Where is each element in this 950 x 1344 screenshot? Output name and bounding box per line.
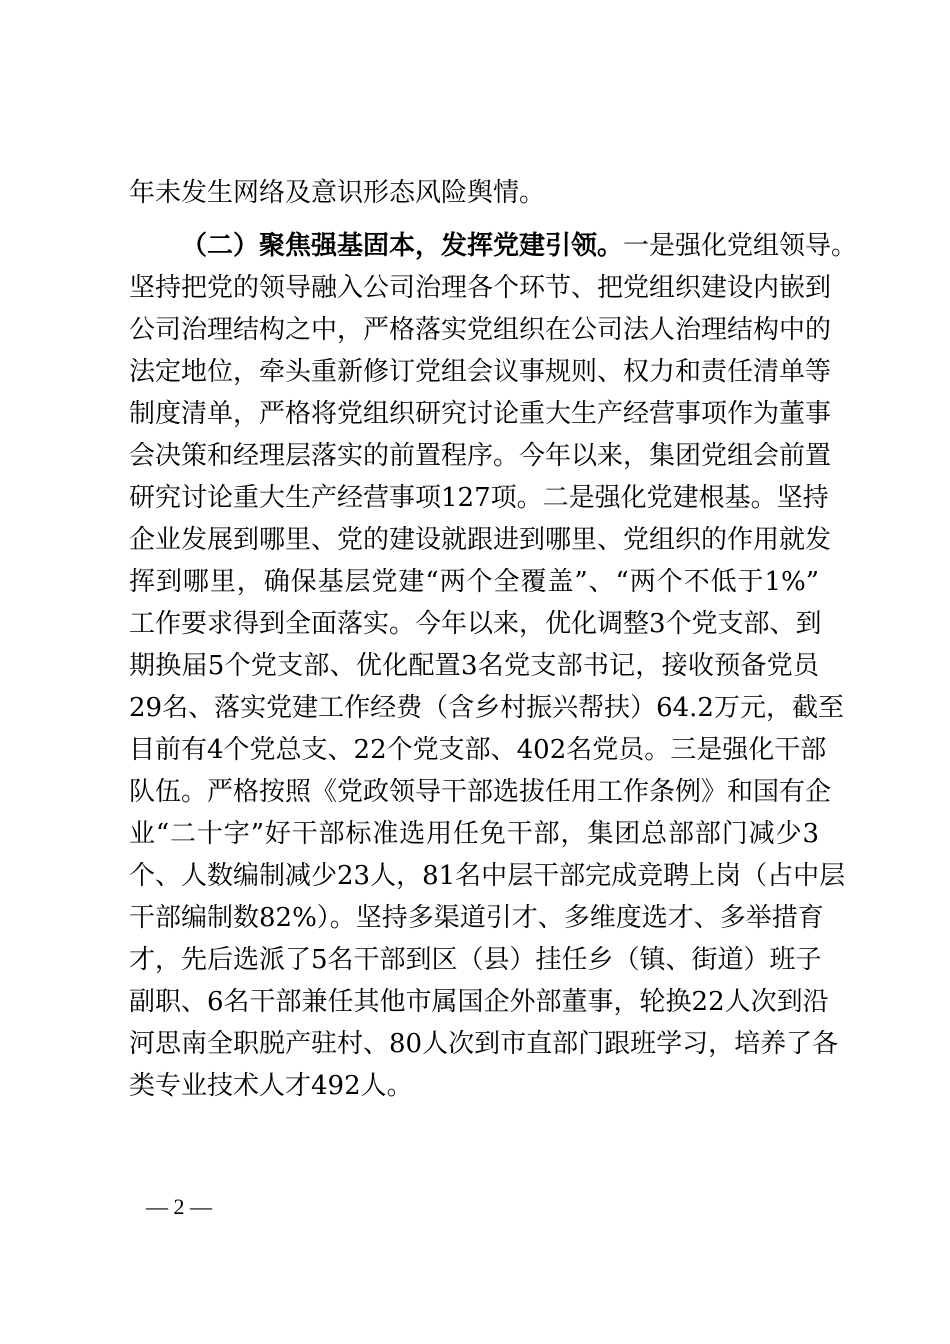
paragraph-line: 目前有4个党总支、22个党支部、402名党员。三是强化干部 <box>129 735 827 765</box>
paragraph-line: 制度清单，严格将党组织研究讨论重大生产经营事项作为董事 <box>129 399 832 429</box>
paragraph-line: 干部编制数82%）。坚持多渠道引才、多维度选才、多举措育 <box>129 903 824 933</box>
paragraph-line: 挥到哪里，确保基层党建“两个全覆盖”、“两个不低于1%” <box>129 567 819 597</box>
paragraph-text: 一是强化党组领导。 <box>623 231 858 261</box>
paragraph-line: 业“二十字”好干部标准选用任免干部，集团总部部门减少3 <box>129 819 819 849</box>
paragraph-line: 会决策和经理层落实的前置程序。今年以来，集团党组会前置 <box>129 441 832 471</box>
paragraph-line: 期换届5个党支部、优化配置3名党支部书记，接收预备党员 <box>129 651 819 681</box>
paragraph-line: 个、人数编制减少23人，81名中层干部完成竞聘上岗（占中层 <box>129 861 846 891</box>
paragraph-line: 才，先后选派了5名干部到区（县）挂任乡（镇、街道）班子 <box>129 945 822 975</box>
section-heading-line <box>181 228 858 264</box>
paragraph-line: 类专业技术人才492人。 <box>129 1071 413 1101</box>
paragraph-line: 年未发生网络及意识形态风险舆情。 <box>129 178 546 208</box>
paragraph-line: 副职、6名干部兼任其他市属国企外部董事，轮换22人次到沿 <box>129 987 829 1017</box>
paragraph-line: 研究讨论重大生产经营事项127项。二是强化党建根基。坚持 <box>129 483 829 513</box>
paragraph-line: 河思南全职脱产驻村、80人次到市直部门跟班学习，培养了各 <box>129 1029 839 1059</box>
paragraph-line: 法定地位，牵头重新修订党组会议事规则、权力和责任清单等 <box>129 357 832 387</box>
page-number: — 2 — <box>146 1194 212 1219</box>
section-heading: （二）聚焦强基固本，发挥党建引领。 <box>181 231 624 261</box>
paragraph-line: 坚持把党的领导融入公司治理各个环节、把党组织建设内嵌到 <box>129 273 832 303</box>
paragraph-line: 队伍。严格按照《党政领导干部选拔任用工作条例》和国有企 <box>129 777 832 807</box>
paragraph-line: 公司治理结构之中，严格落实党组织在公司法人治理结构中的 <box>129 315 832 345</box>
paragraph-line: 工作要求得到全面落实。今年以来，优化调整3个党支部、到 <box>129 609 822 639</box>
paragraph-line: 企业发展到哪里、党的建设就跟进到哪里、党组织的作用就发 <box>129 525 832 555</box>
paragraph-line: 29名、落实党建工作经费（含乡村振兴帮扶）64.2万元，截至 <box>129 693 844 723</box>
